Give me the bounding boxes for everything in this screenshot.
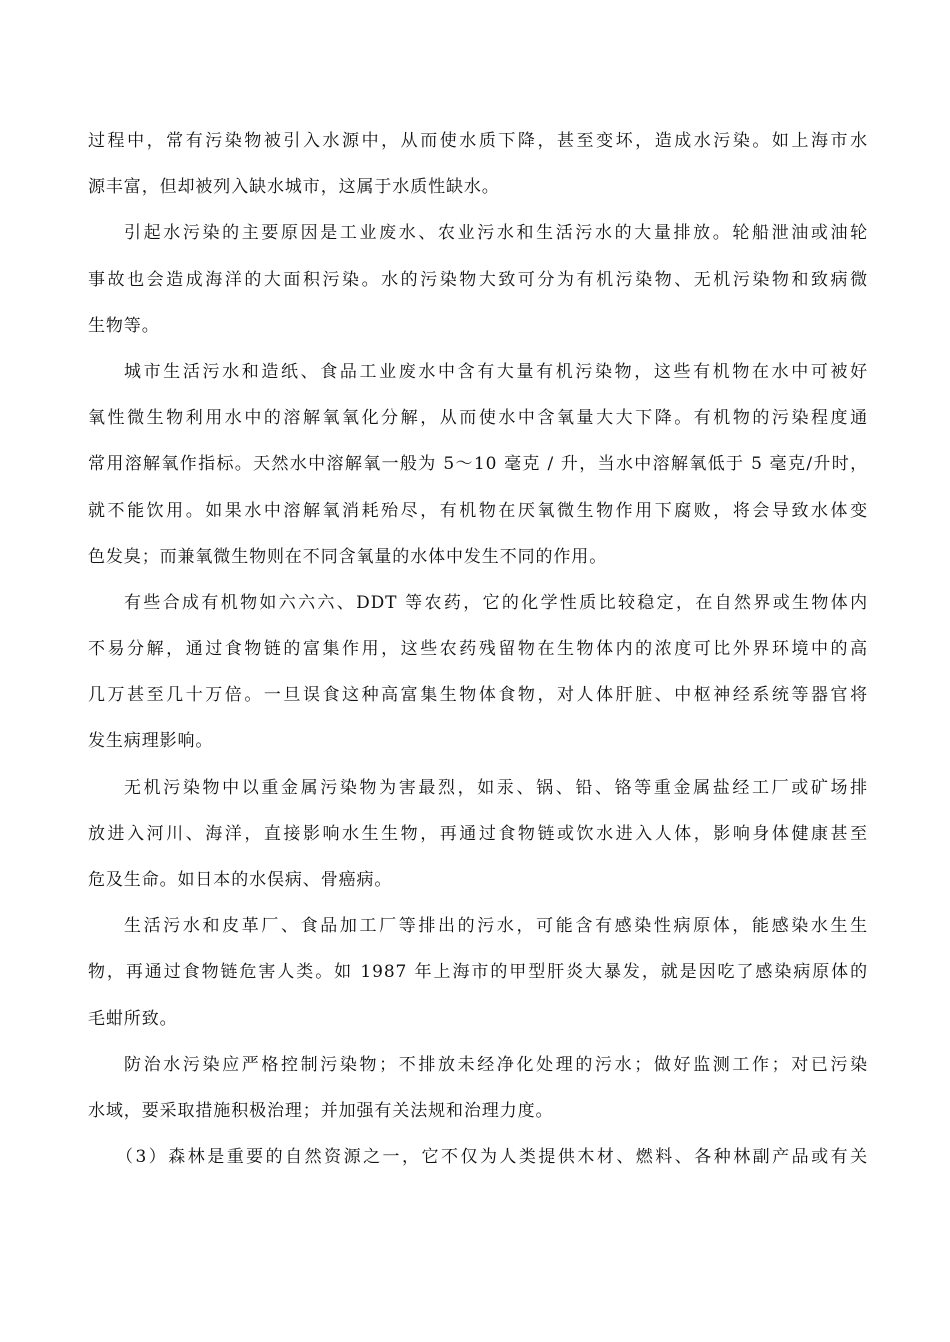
- paragraph-first-line: 生活污水和皮革厂、食品加工厂等排出的污水，可能含有感染性病原体，能感染水生生: [124, 916, 868, 937]
- text-line: 毛蚶所致。: [88, 1008, 178, 1029]
- paragraph-first-line: 有些合成有机物如六六六、DDT 等农药，它的化学性质比较稳定，在自然界或生物体内: [124, 592, 868, 613]
- text-line: 事故也会造成海洋的大面积污染。水的污染物大致可分为有机污染物、无机污染物和致病微: [88, 269, 868, 290]
- text-line: 几万甚至几十万倍。一旦误食这种高富集生物体食物，对人体肝脏、中枢神经系统等器官将: [88, 685, 868, 706]
- text-line: 氧性微生物利用水中的溶解氧氧化分解，从而使水中含氧量大大下降。有机物的污染程度通: [88, 408, 868, 429]
- section-heading-line: （3）森林是重要的自然资源之一，它不仅为人类提供木材、燃料、各种林副产品或有关: [116, 1147, 868, 1168]
- text-line: 发生病理影响。: [88, 731, 214, 752]
- text-line: 水域，要采取措施积极治理；并加强有关法规和治理力度。: [88, 1100, 554, 1121]
- paragraph-first-line: 防治水污染应严格控制污染物；不排放未经净化处理的污水；做好监测工作；对已污染: [124, 1054, 868, 1075]
- text-line: 色发臭；而兼氧微生物则在不同含氧量的水体中发生不同的作用。: [88, 546, 608, 567]
- text-line: 就不能饮用。如果水中溶解氧消耗殆尽，有机物在厌氧微生物作用下腐败，将会导致水体变: [88, 500, 868, 521]
- text-line: 源丰富，但却被列入缺水城市，这属于水质性缺水。: [88, 177, 500, 198]
- text-line: 放进入河川、海洋，直接影响水生生物，再通过食物链或饮水进入人体，影响身体健康甚至: [88, 823, 868, 844]
- paragraph-first-line: 城市生活污水和造纸、食品工业废水中含有大量有机污染物，这些有机物在水中可被好: [124, 361, 868, 382]
- text-line: 生物等。: [88, 315, 160, 336]
- paragraph-first-line: 无机污染物中以重金属污染物为害最烈，如汞、锅、铅、铬等重金属盐经工厂或矿场排: [124, 777, 868, 798]
- text-line: 常用溶解氧作指标。天然水中溶解氧一般为 5～10 毫克 / 升，当水中溶解氧低于 5 毫克/升时，: [88, 454, 868, 475]
- text-line: 危及生命。如日本的水俣病、骨癌病。: [88, 870, 393, 890]
- document-body: [88, 118, 868, 1180]
- paragraph-first-line: 引起水污染的主要原因是工业废水、农业污水和生活污水的大量排放。轮船泄油或油轮: [124, 223, 868, 244]
- text-line: 物，再通过食物链危害人类。如 1987 年上海市的甲型肝炎大暴发，就是因吃了感染病原体的: [88, 962, 868, 983]
- text-line: 过程中，常有污染物被引入水源中，从而使水质下降，甚至变坏，造成水污染。如上海市水: [88, 131, 868, 151]
- text-line: 不易分解，通过食物链的富集作用，这些农药残留物在生物体内的浓度可比外界环境中的高: [88, 639, 868, 660]
